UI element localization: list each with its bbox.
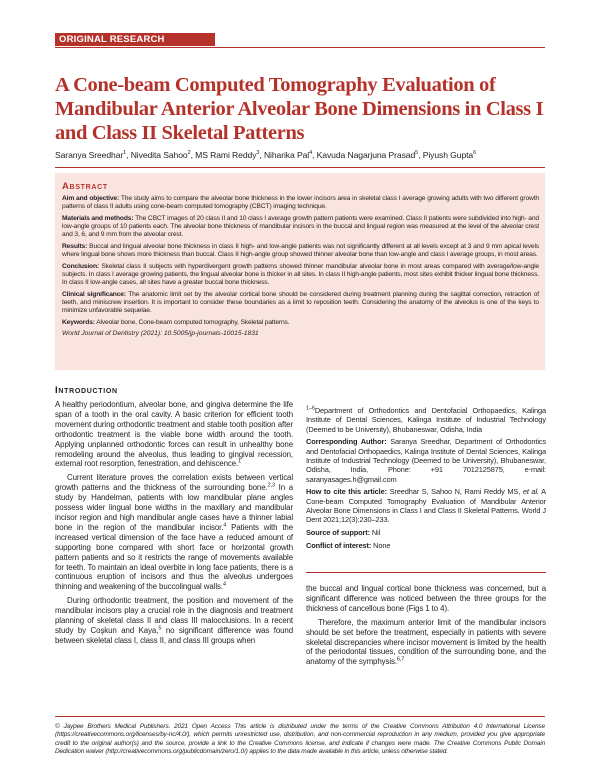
source-of-support: Source of support: Nil: [306, 528, 381, 538]
abstract-heading: Abstract: [62, 181, 108, 192]
author[interactable]: Saranya Sreedhar$^1$: [55, 150, 127, 160]
author-list: Saranya Sreedhar$^1$, Nivedita Sahoo$^2$, MS Rami Reddy$^3$, Niharika Pal$^4$, Kavuda Nagarjuna Prasad$^5$, Piyush Gupta$^6$: [55, 150, 477, 160]
intro-paragraph-1: A healthy periodontium, alveolar bone, and gingiva determine the life span of a tooth in the oral cavity. A basic criterion for efficient tooth movement during orthodontic treatment and stable tooth position after orthodontic treatment is the viable bone width around the tooth. Applying unplanned orthodontic forces can result in unhealthy bone remodeling around the alveolus, thus leading to gingival recession, external root resorption, fenestration, and dehiscence.$^1$: [55, 400, 293, 469]
citation-link[interactable]: 4: [223, 522, 227, 529]
abstract-results: Results: Buccal and lingual alveolar bone thickness in class II high- and low-angle patients was not significantly different at all levels except at 3 and 9 mm apical levels where lingual bone shows more thickness than buccal. Class II high-angle group showed thinner alveolar bone than low-angle and class I average groups, in most areas.: [62, 242, 539, 259]
article-category-label: ORIGINAL RESEARCH: [55, 33, 215, 46]
author[interactable]: Nivedita Sahoo$^2$: [130, 150, 191, 160]
header-rule: [55, 47, 545, 48]
affiliations-block: [306, 406, 546, 554]
left-column: [55, 385, 293, 646]
abstract-clinical-significance: Clinical significance: The anatomic limit set by the alveolar cortical bone should be considered during treatment planning during the sagittal correction, retraction of teeth, and miniscrew insertion. It is important to consider these boundaries as a limit to reposition teeth. Considering the anatomy of the alveolus is one of the keys to minimize unfavorable sequelae.: [62, 290, 539, 315]
citation-link[interactable]: 1: [238, 458, 242, 465]
right-column: [306, 584, 546, 667]
corresponding-author: Corresponding Author: Saranya Sreedhar, Department of Orthodontics and Dentofacial Orthopaedics, Kalinga Institute of Dental Sciences, Kalinga Institute of Industrial Technology (Deemed to be University), Bhubaneswar, Odisha, India, Phone: +91 7012125875, e-mail: saranyasages.h@gmail.com: [306, 437, 547, 484]
footer-rule: [55, 716, 545, 717]
intro-paragraph-2: Current literature proves the correlation exists between vertical growth patterns and the thickness of the surrounding bone.$^{2,3}$ In a study by Handelman, patients with low mandibular plane angles possess wider lingual bone widths in the maxillary and mandibular incisor region and high mandibular angle cases have a thinner labial bone in the region of the mandibular incisor.$^4$ Patients with the increased vertical dimension of the face have a reduced amount of supporting bone compared with short face or horizontal growth pattern patients and so it restricts the range of movements available for teeth. To maintain an ideal overbite in long face patients, there is a continuous eruption of incisors and thus the alveolus undergoes thinning and weakening of the buccolingual walls.$^4$: [55, 473, 293, 592]
abstract-keywords: Keywords: Alveolar bone, Cone-beam computed tomography, Skeletal patterns.: [62, 318, 290, 326]
citation-link[interactable]: 6,7: [396, 656, 405, 663]
introduction-heading: Introduction: [55, 385, 118, 396]
abstract-methods: Materials and methods: The CBCT images of 20 class II and 10 class I average growth pattern patients were examined. Class II patients were subdivided into high- and low-angle groups of 10 patients each. The alveolar bone thickness of mandibular incisors in the buccal and lingual region was measured at the level of the alveolar crest and 3, 6, and 9 mm from the alveolar crest.: [62, 214, 539, 239]
author[interactable]: Niharika Pal$^4$: [263, 150, 313, 160]
title-rule: [55, 167, 545, 168]
license-footer: © Jaypee Brothers Medical Publishers. 2021 Open Access This article is distributed under the terms of the Creative Commons Attribution 4.0 International License (https://creativecommons.org/licenses/by-nc/4.0/), which permits unrestricted use, distribution, and non-commercial reproduction in any medium, provided you give appropriate credit to the original author(s) and the source, provide a link to the Creative Commons license, and indicate if changes were made. The Creative Commons Public Domain Dedication waiver (http://creativecommons.org/publicdomain/zero/1.0/) applies to the data made available in this article, unless otherwise stated.: [55, 723, 545, 755]
intro-paragraph-4: the buccal and lingual cortical bone thickness was concerned, but a significant difference was noticed between the three groups for the thickness of cancellous bone (Figs 1 to 4).: [306, 584, 546, 613]
abstract-aim: Aim and objective: The study aims to compare the alveolar bone thickness in the lower incisors area in skeletal class I average growing adults with two different growth patterns of class II adults using cone-beam computed tomography (CBCT) imaging technique.: [62, 195, 539, 211]
abstract-conclusion: Conclusion: Skeletal class II subjects with hyperdivergent growth patterns showed thinner mandibular alveolar bone in most areas compared with average/low-angle subjects. In class I average growing patients, the lingual alveolar bone is thicker in all sites. In class II high-angle patients, most sites exhibit thicker lingual bone thickness. In class II low-angle cases, all sites have a greater buccal bone thickness.: [62, 262, 539, 287]
affiliation-divider: [306, 572, 546, 573]
affiliation: $^{1-6}$Department of Orthodontics and Dentofacial Orthopaedics, Kalinga Institute of Dental Sciences, Kalinga Institute of Industrial Technology (Deemed to be University), Bhubaneswar, Odisha, India: [306, 405, 546, 434]
conflict-of-interest: Conflict of interest: None: [306, 540, 391, 550]
intro-paragraph-5: Therefore, the maximum anterior limit of the mandibular incisors should be set before the treatment, especially in patients with severe skeletal discrepancies where incisor movement is limited by the health of the periodontal tissues, condition of the surrounding bone, and the anatomy of the symphysis.$^{6,7}$: [306, 617, 546, 667]
citation-link[interactable]: 4: [222, 581, 226, 588]
intro-paragraph-3: During orthodontic treatment, the position and movement of the mandibular incisors play a crucial role in the diagnosis and treatment planning of skeletal class II and class III malocclusions. In a recent study by Coşkun and Kaya,$^5$ no significant difference was found between skeletal class I, class II, and class III groups when: [55, 596, 294, 645]
author[interactable]: Piyush Gupta$^6$: [422, 150, 477, 160]
abstract-box: [55, 173, 545, 370]
journal-doi[interactable]: World Journal of Dentistry (2021): 10.5005/jp-journals-10015-1831: [62, 330, 259, 338]
how-to-cite: How to cite this article: Sreedhar S, Sahoo N, Rami Reddy MS, et al. A Cone-beam Computed Tomography Evaluation of Mandibular Anterior Alveolar Bone Dimensions in Class I and Class II Skeletal Patterns. World J Dent 2021;12(3):230–233.: [306, 487, 546, 525]
article-title: A Cone-beam Computed Tomography Evaluation of Mandibular Anterior Alveolar Bone Dimensions in Class I and Class II Skeletal Patterns: [55, 74, 544, 144]
author[interactable]: MS Rami Reddy$^3$: [195, 150, 260, 160]
citation-link[interactable]: 5: [158, 625, 162, 632]
citation-link[interactable]: 2,3: [267, 482, 275, 489]
author[interactable]: Kavuda Nagarjuna Prasad$^5$: [316, 150, 419, 160]
